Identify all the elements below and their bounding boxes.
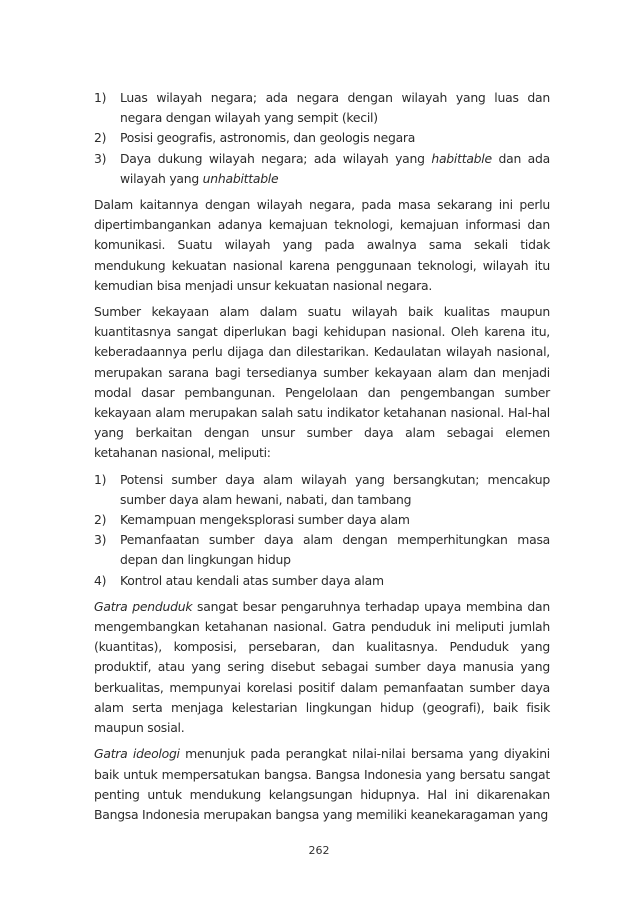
paragraph-gatra-penduduk (94, 597, 550, 738)
list-text: Kemampuan mengeksplorasi sumber daya alam (120, 512, 410, 528)
list-number: 2) (94, 512, 107, 528)
list-text: Kontrol atau kendali atas sumber daya alam (120, 572, 384, 588)
list-item (94, 128, 550, 148)
list-item (94, 510, 550, 530)
list-number: 2) (94, 130, 107, 146)
paragraph-sumber-kekayaan: Sumber kekayaan alam dalam suatu wilayah baik kualitas maupun kuantitasnya sangat diperlukan bagi kehidupan nasional. Oleh karena itu, keberadaannya perlu dijaga dan dilestarikan. Kedaulatan wilayah nasional, merupakan sarana bagi tersedianya sumber kekayaan alam dan menjadi modal dasar pembangunan. Pengelolaan dan pengembangan sumber kekayaan alam merupakan salah satu indikator ketahanan nasional. Hal-hal yang berkaitan dengan unsur sumber daya alam sebagai elemen ketahanan nasional, meliputi: (94, 304, 550, 461)
list-text: dan ada wilayah yang (120, 150, 550, 186)
list-number: 4) (94, 572, 107, 588)
paragraph-teknologi: Dalam kaitannya dengan wilayah negara, pada masa sekarang ini perlu dipertimbangankan adanya kemajuan teknologi, kemajuan informasi dan komunikasi. Suatu wilayah yang pada awalnya sama sekali tidak mendukung kekuatan nasional karena penggunaan teknologi, wilayah itu kemudian bisa menjadi unsur kekuatan nasional negara. (94, 197, 550, 293)
list-text: Luas wilayah negara; ada negara dengan wilayah yang luas dan negara dengan wilayah yang sempit (kecil) (120, 90, 550, 126)
list-text: Pemanfaatan sumber daya alam dengan memperhitungkan masa depan dan lingkungan hidup (120, 532, 550, 568)
list-text: Posisi geografis, astronomis, dan geologis negara (120, 130, 416, 146)
italic-term: habittable (431, 150, 492, 166)
paragraph-gatra-ideologi (94, 744, 550, 825)
list-item (94, 470, 550, 510)
list-number: 3) (94, 150, 107, 166)
paragraph-text: sangat besar pengaruhnya terhadap upaya membina dan mengembangkan ketahanan nasional. Gatra penduduk ini meliputi jumlah (kuantitas), komposisi, persebaran, dan kualitasnya. Penduduk yang produktif, atau yang sering disebut sebagai sumber daya manusia yang berkualitas, mempunyai korelasi positif dalam pemanfaatan sumber daya alam serta menjaga kelestarian lingkungan hidup (geografi), baik fisik maupun sosial. (94, 598, 550, 736)
list-wilayah (94, 88, 550, 189)
page-content (94, 88, 550, 831)
list-item (94, 149, 550, 189)
page-number: 262 (308, 844, 330, 857)
paragraph-text: menunjuk pada perangkat nilai-nilai bersama yang diyakini baik untuk mempersatukan bangsa. Bangsa Indonesia yang bersatu sangat penting untuk mendukung kelangsungan hidupnya. Hal ini dikarenakan Bangsa Indonesia merupakan bangsa yang memiliki keanekaragaman yang (94, 746, 550, 822)
list-sumber-daya (94, 470, 550, 591)
italic-term: Gatra ideologi (94, 746, 180, 762)
list-text: Daya dukung wilayah negara; ada wilayah yang (120, 150, 432, 166)
list-number: 3) (94, 532, 107, 548)
italic-term: Gatra penduduk (94, 598, 193, 614)
list-item (94, 88, 550, 128)
list-number: 1) (94, 90, 107, 105)
list-number: 1) (94, 471, 107, 487)
list-text: Potensi sumber daya alam wilayah yang bersangkutan; mencakup sumber daya alam hewani, nabati, dan tambang (120, 471, 550, 507)
list-item (94, 571, 550, 591)
italic-term: unhabittable (202, 170, 279, 186)
list-item (94, 530, 550, 570)
